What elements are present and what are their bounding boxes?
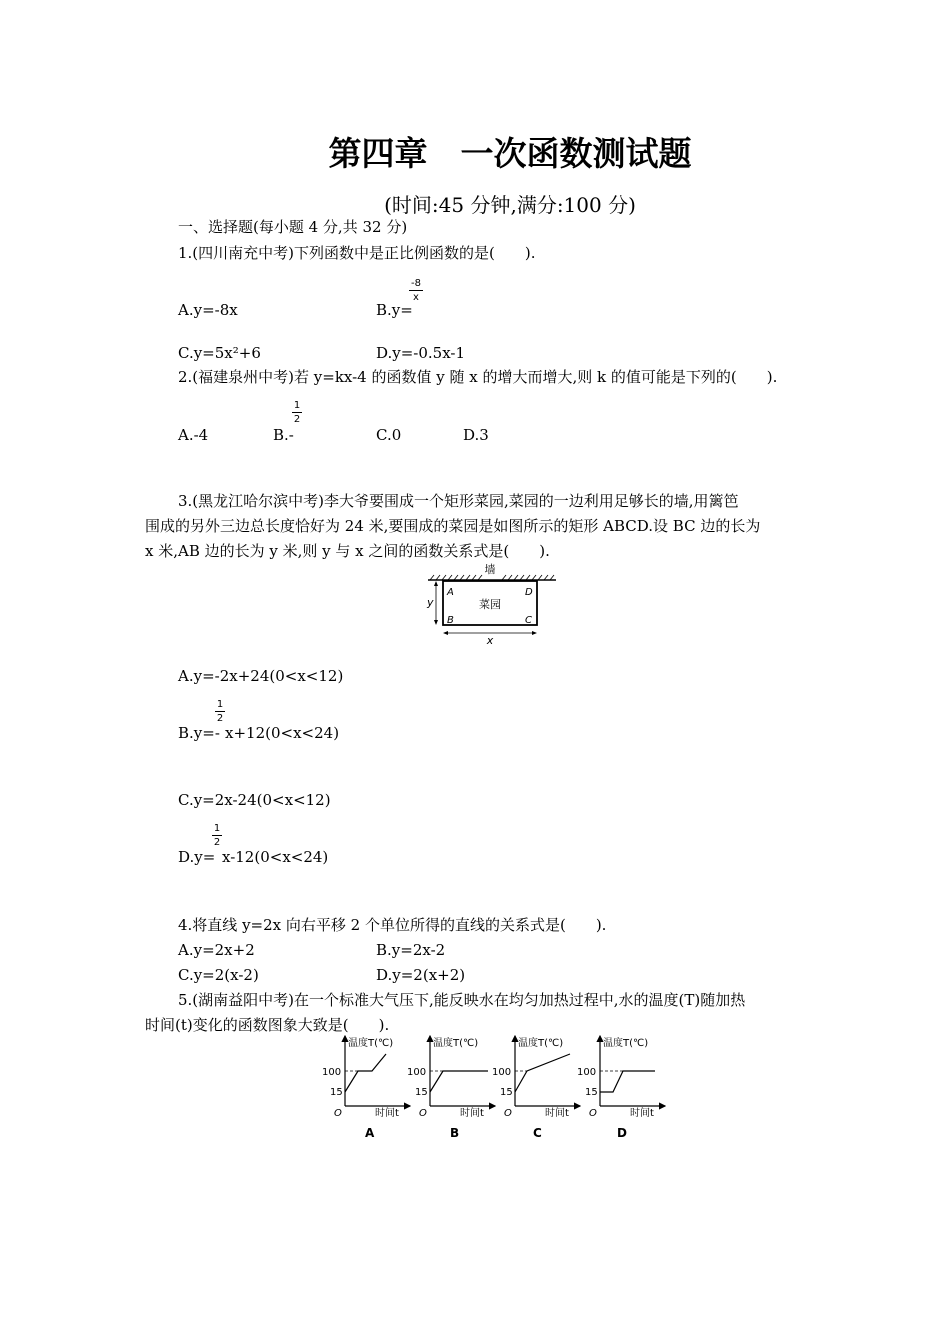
q4-stem: 4.将直线 y=2x 向右平移 2 个单位所得的直线的关系式是( ). [178,916,607,934]
q3-option-b-suffix: x+12(0<x<24) [225,724,340,742]
q3-option-d-prefix: D.y= [178,848,216,866]
graph-b-xlabel: 时间t [460,1108,484,1119]
q1-stem: 1.(四川南充中考)下列函数中是正比例函数的是( ). [178,244,536,262]
vertex-a: A [447,587,454,598]
q1-b-numerator: -8 [411,278,421,289]
graph-d-curve [600,1071,655,1092]
fraction-bar [215,711,225,712]
graph-d-xlabel: 时间t [630,1108,654,1119]
q4-option-a: A.y=2x+2 [178,941,255,959]
graph-b-ylabel: 温度T(℃) [433,1038,479,1049]
graph-c-tick-100: 100 [492,1067,512,1078]
vertex-b: B [447,615,454,626]
q4-option-b: B.y=2x-2 [376,941,446,959]
q3-stem-line2: 围成的另外三边总长度恰好为 24 米,要围成的菜园是如图所示的矩形 ABCD.设 BC 边的长为 [145,517,761,535]
q2-stem: 2.(福建泉州中考)若 y=kx-4 的函数值 y 随 x 的增大而增大,则 k 的值可能是下列的( ). [178,368,778,386]
graph-c [492,1036,580,1140]
y-label: y [427,596,434,609]
section-heading: 一、选择题(每小题 4 分,共 32 分) [178,218,408,236]
graph-a-curve [345,1054,386,1092]
q2-option-c: C.0 [376,426,402,444]
graph-c-origin: O [504,1108,512,1119]
q2-b-numerator: 1 [293,400,301,411]
q3-b-numerator: 1 [216,699,224,710]
graph-d-tick-100: 100 [577,1067,597,1078]
q3-d-numerator: 1 [213,823,221,834]
graph-c-xlabel: 时间t [545,1108,569,1119]
fraction-bar [409,290,423,291]
graph-b-origin: O [419,1108,427,1119]
graph-b-tick-100: 100 [407,1067,427,1078]
graph-a-xlabel: 时间t [375,1108,399,1119]
q1-option-b-prefix: B.y= [376,301,413,319]
q2-option-b-fraction [292,400,302,425]
graph-a-ylabel: 温度T(℃) [348,1038,394,1049]
vertex-d: D [525,587,533,598]
garden-label: 菜园 [479,598,501,611]
q1-option-a: A.y=-8x [178,301,238,319]
q3-option-a: A.y=-2x+24(0<x<12) [178,667,344,685]
q1-option-b-fraction [409,278,423,303]
x-label: x [486,634,494,647]
q3-option-d-fraction [212,823,222,848]
graph-a-tick-100: 100 [322,1067,342,1078]
q3-option-d-suffix: x-12(0<x<24) [222,848,329,866]
q1-option-d: D.y=-0.5x-1 [376,344,466,362]
q2-option-b-prefix: B.- [273,426,294,444]
q2-option-a: A.-4 [178,426,209,444]
q3-stem-line3: x 米,AB 边的长为 y 米,则 y 与 x 之间的函数关系式是( ). [145,542,550,560]
graph-a-origin: O [334,1108,342,1119]
arrow-up [434,581,438,586]
graph-b-tick-15: 15 [415,1087,428,1098]
graph-a-label: A [365,1126,375,1140]
q3-stem-line1: 3.(黑龙江哈尔滨中考)李大爷要围成一个矩形菜园,菜园的一边利用足够长的墙,用篱笆 [178,492,739,510]
garden-figure [418,560,563,648]
graph-d-origin: O [589,1108,597,1119]
graph-a [322,1036,410,1140]
fraction-bar [212,835,222,836]
graph-d-label: D [617,1126,627,1140]
q2-option-d: D.3 [463,426,489,444]
page-title: 第四章 一次函数测试题 [328,134,692,173]
arrow-left [443,631,448,635]
page-subtitle: (时间:45 分钟,满分:100 分) [384,193,636,217]
q5-stem-line1: 5.(湖南益阳中考)在一个标准大气压下,能反映水在均匀加热过程中,水的温度(T)随加热 [178,991,746,1009]
vertex-c: C [525,615,532,626]
q3-option-b-prefix: B.y=- [178,724,220,742]
arrow-right [532,631,537,635]
q3-d-denominator: 2 [213,837,221,848]
graph-c-ylabel: 温度T(℃) [518,1038,564,1049]
q3-option-b-fraction [215,699,225,724]
graph-d-ylabel: 温度T(℃) [603,1038,649,1049]
temperature-graphs [320,1032,672,1142]
q1-b-denominator: x [413,292,419,303]
q4-option-c: C.y=2(x-2) [178,966,259,984]
graph-d [577,1036,665,1140]
graph-b-label: B [450,1126,460,1140]
q4-option-d: D.y=2(x+2) [376,966,466,984]
q3-option-c: C.y=2x-24(0<x<12) [178,791,331,809]
q5-stem-line2: 时间(t)变化的函数图象大致是( ). [145,1016,390,1034]
q1-option-c: C.y=5x²+6 [178,344,261,362]
fraction-bar [292,412,302,413]
graph-d-tick-15: 15 [585,1087,598,1098]
graph-c-curve [515,1054,570,1092]
q3-b-denominator: 2 [216,713,224,724]
graph-a-tick-15: 15 [330,1087,343,1098]
arrow-down [434,620,438,625]
graph-c-tick-15: 15 [500,1087,513,1098]
graph-b [407,1036,495,1140]
graph-c-label: C [533,1126,542,1140]
graph-b-curve [430,1071,488,1092]
q2-b-denominator: 2 [293,414,301,425]
wall-label: 墙 [484,563,496,576]
